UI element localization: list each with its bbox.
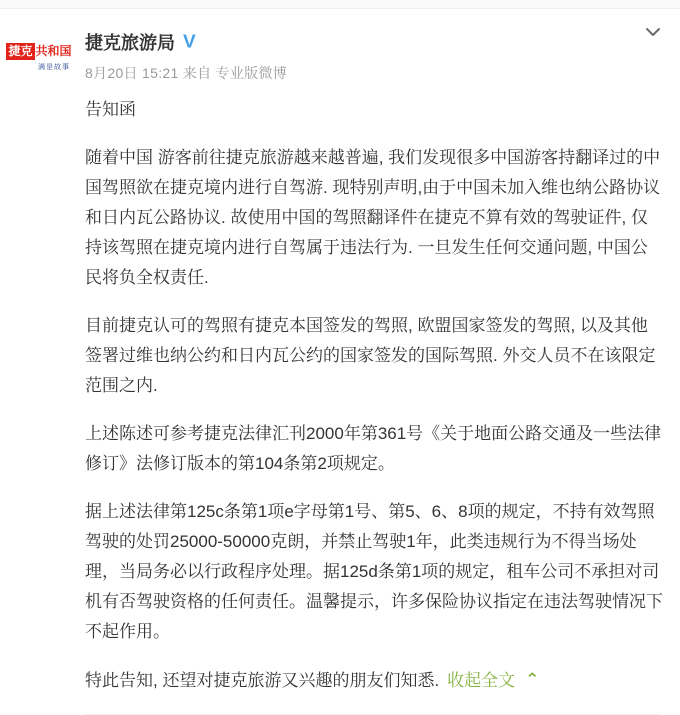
chevron-up-icon[interactable]: ⌃ [525,670,540,689]
post-closing-text: 特此告知, 还望对捷克旅游又兴趣的朋友们知悉. [85,671,440,690]
post-paragraph-title: 告知函 [85,100,136,119]
avatar-logo [6,43,71,60]
post-paragraph: 上述陈述可参考捷克法律汇刊2000年第361号《关于地面公路交通及一些法律修订》法修订版本的第104条第2项规定。 [85,424,662,473]
collapse-full-text-link[interactable]: 收起全文 [447,671,516,690]
chevron-down-icon [645,27,661,37]
post-meta: 8月20日 15:21 来自 专业版微博 [85,65,288,81]
post-paragraph-last [85,665,663,696]
author-row [85,29,660,55]
post-paragraph: 据上述法律第125c条第1项e字母第1号、第5、6、8项的规定，不持有效驾照驾驶的处罚25000-50000克朗，并禁止驾驶1年，此类违规行为不得当场处理，当局务必以行政程序处理。据125d条第1项的规定，租车公司不承担对司机有否驾驶资格的任何责任。温馨提示，许多保险协议指定在违法驾驶情况下不起作用。 [85,502,663,641]
weibo-post [0,9,680,715]
post-paragraph: 目前捷克认可的驾照有捷克本国签发的驾照, 欧盟国家签发的驾照, 以及其他签署过维也纳公约和日内瓦公约的国家签发的国际驾照. 外交人员不在该限定范围之内. [85,316,656,395]
author-name[interactable]: 捷克旅游局 [85,33,175,53]
logo-rest-text: 共和国 [35,43,72,58]
verified-badge-icon: V [183,32,196,52]
avatar[interactable] [6,27,72,87]
post-body [85,95,663,696]
logo-tagline: 满是故事 [38,63,70,71]
top-strip [0,0,680,9]
post-paragraph: 随着中国 游客前往捷克旅游越来越普遍, 我们发现很多中国游客持翻译过的中国驾照欲在捷克境内进行自驾游. 现特别声明,由于中国未加入维也纳公路协议和日内瓦公路协议. 故使用中国的驾照翻译件在捷克不算有效的驾驶证件, 仅持该驾照在捷克境内进行自驾属于违法行为. 一旦发生任何交通问题, 中国公民将负全权责任. [85,148,661,287]
logo-block-text: 捷克 [8,43,33,58]
post-menu-chevron-down-icon[interactable] [642,21,664,43]
